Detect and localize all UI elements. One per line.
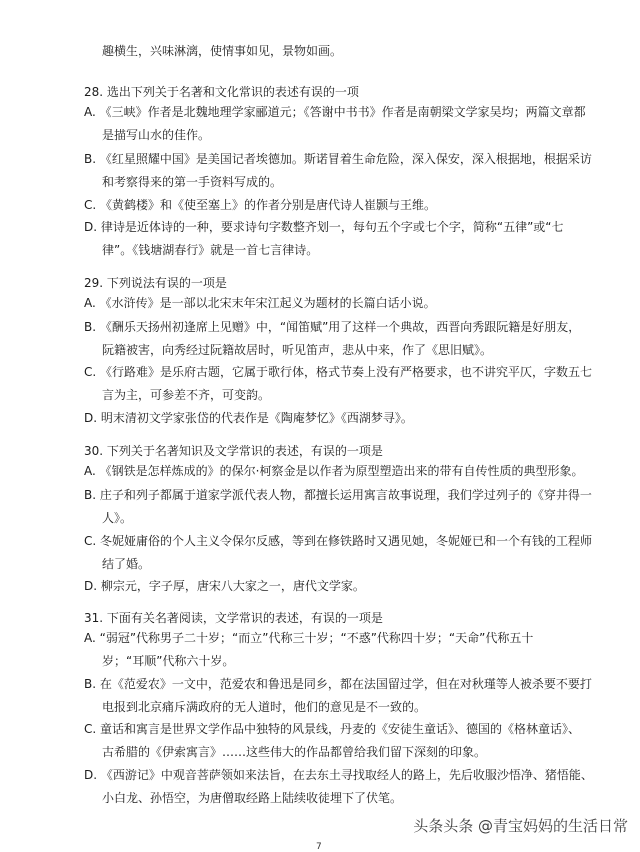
question-30-option-c: C. 冬妮娅庸俗的个人主义令保尔反感，等到在修铁路时又遇见她，冬妮娅已和一个有钱的工程师 [84, 534, 593, 548]
question-31-option-c-cont: 古希腊的《伊索寓言》……这些伟大的作品都曾给我们留下深刻的印象。 [102, 745, 487, 759]
watermark-text: 头条头条 @青宝妈妈的生活日常 [413, 817, 628, 835]
question-31-option-d-cont: 小白龙、孙悟空，为唐僧取经路上陆续收徒埋下了伏笔。 [102, 791, 403, 805]
question-30-option-d: D. 柳宗元，字子厚，唐宋八大家之一，唐代文学家。 [84, 579, 365, 593]
question-29-option-d: D. 明末清初文学家张岱的代表作是《陶庵梦忆》《西湖梦寻》。 [84, 411, 413, 425]
page-number: 7 [316, 842, 322, 852]
question-30-option-c-cont: 结了婚。 [102, 557, 151, 571]
question-31-option-b: B. 在《范爱农》一文中，范爱农和鲁迅是同乡，都在法国留过学，但在对秋瑾等人被杀要不要打 [84, 677, 592, 691]
question-29-option-a: A. 《水浒传》是一部以北宋末年宋江起义为题材的长篇白话小说。 [84, 296, 436, 310]
question-28-option-c: C. 《黄鹤楼》和《使至塞上》的作者分别是唐代诗人崔颢与王维。 [84, 198, 437, 212]
question-28-option-b-cont: 和考察得来的第一手资料写成的。 [102, 175, 283, 189]
question-29-option-c: C. 《行路难》是乐府古题，它属于歌行体，格式节奏上没有严格要求，也不讲究平仄，字数五七 [84, 365, 593, 379]
question-29-title: 29. 下列说法有误的一项是 [84, 276, 227, 290]
question-31-option-a-cont: 岁；“耳顺”代称六十岁。 [102, 654, 235, 668]
question-28-option-b: B. 《红星照耀中国》是美国记者埃德加。斯诺冒着生命危险，深入保安，深入根据地，根据采访 [84, 152, 592, 166]
question-31-option-a: A. “弱冠”代称男子二十岁；“而立”代称三十岁；“不惑”代称四十岁；“天命”代称五十 [84, 631, 534, 645]
question-28-title: 28. 选出下列关于名著和文化常识的表述有误的一项 [84, 85, 359, 99]
question-31-option-d: D. 《西游记》中观音菩萨领如来法旨，在去东土寻找取经人的路上，先后收服沙悟净、猪悟能、 [84, 768, 593, 782]
question-28-option-a-cont: 是描写山水的佳作。 [102, 128, 211, 142]
question-28-option-a: A. 《三峡》作者是北魏地理学家郦道元；《答谢中书书》作者是南朝梁文学家吴均；两篇文章都 [84, 105, 586, 119]
question-28-option-d: D. 律诗是近体诗的一种，要求诗句字数整齐划一，每句五个字或七个字，简称“五律”或“七 [84, 220, 564, 234]
question-30-title: 30. 下列关于名著知识及文学常识的表述，有误的一项是 [84, 444, 383, 458]
question-30-option-a: A. 《钢铁是怎样炼成的》的保尔·柯察金是以作者为原型塑造出来的带有自传性质的典型形象。 [84, 464, 584, 478]
question-29-option-b-cont: 阮籍被害，向秀经过阮籍故居时，听见笛声，悲从中来，作了《思旧赋》。 [102, 343, 493, 357]
question-30-option-b: B. 庄子和列子都属于道家学派代表人物，都擅长运用寓言故事说理，我们学过列子的《穿井得一 [84, 488, 592, 502]
question-29-option-c-cont: 言为主，可参差不齐，可变韵。 [102, 388, 271, 402]
question-31-option-b-cont: 电报到北京痛斥满政府的无人道时，他们的意见是不一致的。 [102, 700, 427, 714]
question-28-option-d-cont: 律”。《钱塘湖春行》就是一首七言律诗。 [102, 243, 319, 257]
question-29-option-b: B. 《酬乐天扬州初逢席上见赠》中，“闻笛赋”用了这样一个典故，西晋向秀跟阮籍是好朋友， [84, 320, 581, 334]
question-30-option-b-cont: 人》。 [102, 511, 133, 525]
question-31-title: 31. 下面有关名著阅读，文学常识的表述，有误的一项是 [84, 611, 383, 625]
continuation-line: 趣横生，兴味淋漓，使情事如见，景物如画。 [102, 44, 343, 58]
question-31-option-c: C. 童话和寓言是世界文学作品中独特的风景线，丹麦的《安徒生童话》、德国的《格林童话》、 [84, 722, 581, 736]
